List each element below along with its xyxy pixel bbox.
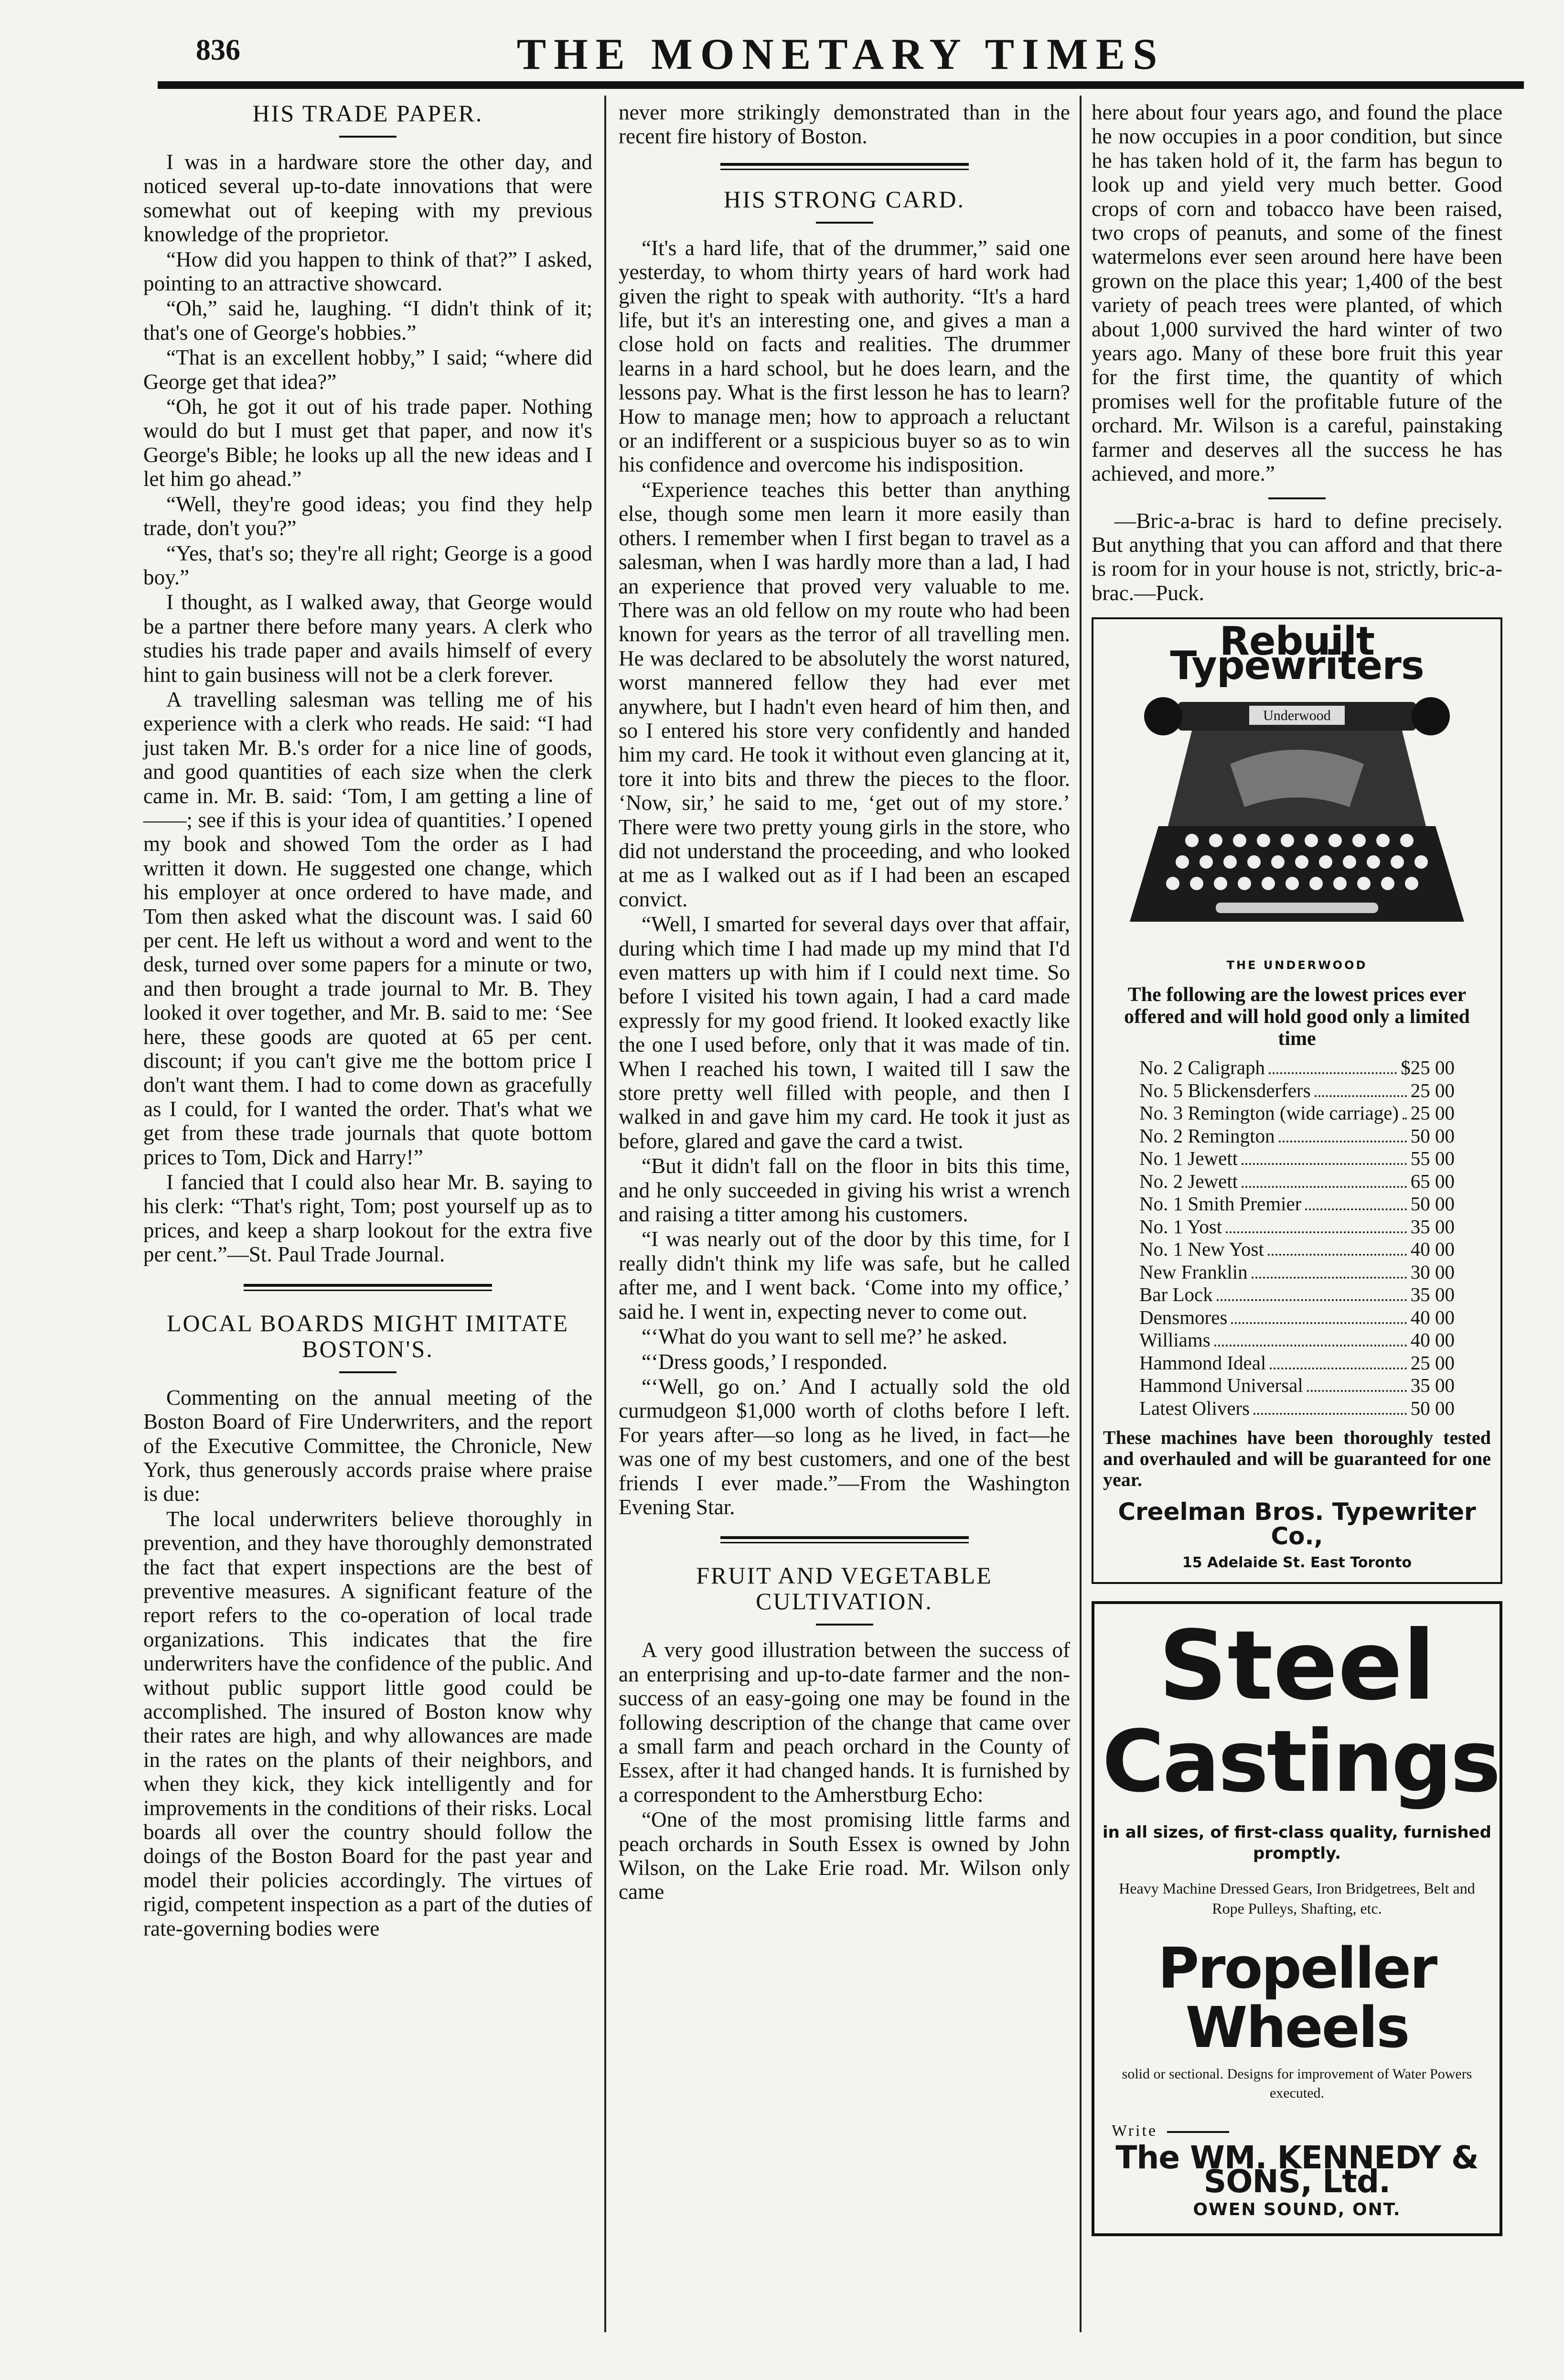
paragraph: never more strikingly demonstrated than in the recent fire history of Boston.	[619, 100, 1070, 149]
price-row	[1139, 1102, 1455, 1125]
paragraph: “‘What do you want to sell me?’ he asked.	[642, 1325, 1007, 1349]
machine-price: 40 00	[1410, 1329, 1455, 1351]
dot-leader	[1252, 1277, 1407, 1279]
paragraph: I fancied that I could also hear Mr. B. saying to his clerk: “That's right, Tom; post yourself up as to prices, and keep a sharp lookout for the extra five per cent.”—St. Paul Trade Journal.	[143, 1170, 592, 1267]
machine-price: 55 00	[1410, 1147, 1455, 1170]
price-list	[1139, 1056, 1455, 1420]
column-divider	[1080, 96, 1082, 2332]
column-3	[1092, 100, 1502, 2323]
dot-leader	[1307, 1390, 1407, 1392]
paragraph: “Well, I smarted for several days over that affair, during which time I had made up my mind that I'd even matters up with him if I could next time. So before I visited his town again, I had a card made expressly for my good friend. It looked exactly like the one I used before, only that it was made of tin. When I reached his town, I waited till I saw the store pretty well filled with people, and then I walked in and gave him my card. He took it just as before, glared and gave the card a twist.	[619, 912, 1070, 1153]
paragraph: “One of the most promising little farms and peach orchards in South Essex is owned by John Wilson, on the Lake Erie road. Mr. Wilson only came	[619, 1808, 1070, 1904]
price-row	[1139, 1238, 1455, 1261]
price-row	[1139, 1261, 1455, 1284]
machine-name: No. 5 Blickensderfers	[1139, 1079, 1311, 1101]
dot-leader	[1268, 1254, 1407, 1256]
page-number: 836	[196, 34, 240, 66]
paragraph: “Experience teaches this better than anything else, though some men learn it more easily than others. I remember when I first began to travel as a salesman, when I was hardly more than a lad, I had an experience that proved very valuable to me. There was an old fellow on my route who had been known for years as the terror of all travelling men. He was declared to be absolutely the worst natured, worst mannered fellow they had ever met anywhere, but I hadn't even heard of him then, and so I entered his store very confidently and handed him my card. He took it without even glancing at it, tore it into bits and threw the pieces to the floor. ‘Now, sir,’ he said to me, ‘get out of my store.’ There were two pretty young girls in the store, who did not understand the proceeding, and who looked at me as I walked out as if I had been an escaped convict.	[619, 477, 1070, 911]
machine-price: 35 00	[1410, 1283, 1455, 1306]
price-row	[1139, 1125, 1455, 1148]
illustration-caption: THE UNDERWOOD	[1226, 958, 1368, 972]
machine-name: Bar Lock	[1139, 1283, 1213, 1306]
write-text: Write	[1112, 2122, 1158, 2140]
steel-castings-advertisement	[1092, 1601, 1502, 2237]
dot-leader	[1253, 1413, 1407, 1415]
article-title: FRUIT AND VEGETABLE CULTIVATION.	[696, 1562, 993, 1615]
platen-knob-right	[1412, 697, 1450, 735]
typewriter-advertisement	[1092, 617, 1502, 1583]
ad-headline: Castings	[1102, 1712, 1499, 1811]
machine-label: Underwood	[1263, 707, 1331, 723]
paragraph: I thought, as I walked away, that George would be a partner there before many years. A clerk who studies his trade paper and avails himself of every hint to gain business will not be a clerk forever.	[143, 590, 592, 687]
machine-name: No. 2 Remington	[1139, 1124, 1275, 1147]
machine-price: 25 00	[1410, 1351, 1455, 1374]
paragraph: “It's a hard life, that of the drummer,” said one yesterday, to whom thirty years of hard work had given the right to speak with authority. “It's a hard life, but it's an interesting one, and gives a man a close hold on facts and realities. The drummer learns in a hard school, but he does learn, and the lessons pay. What is the first lesson he has to learn? How to manage men; how to approach a reluctant or an indifferent or a suspicious buyer so as to win his confidence and overcome his indisposition.	[619, 236, 1070, 477]
header-rule	[158, 81, 1524, 89]
article-title: HIS STRONG CARD.	[723, 185, 965, 213]
price-row	[1139, 1306, 1455, 1329]
dot-leader	[1242, 1186, 1407, 1188]
paragraph: Commenting on the annual meeting of the Boston Board of Fire Underwriters, and the report of the Executive Committee, the Chronicle, New York, thus generously accords praise where praise is due:	[143, 1385, 592, 1506]
machine-name: No. 1 Smith Premier	[1139, 1193, 1302, 1215]
dot-leader	[1279, 1141, 1407, 1142]
price-row	[1139, 1352, 1455, 1375]
price-intro: The following are the lowest prices ever offered and will hold good only a limited time	[1124, 984, 1470, 1050]
guarantee-note: These machines have been thoroughly tested and overhauled and will be guaranteed for one year.	[1103, 1427, 1491, 1491]
machine-name: Densmores	[1139, 1306, 1228, 1328]
price-row	[1139, 1397, 1455, 1420]
typewriter-illustration	[1120, 683, 1474, 950]
title-rule	[339, 1371, 396, 1373]
column-2	[619, 100, 1070, 2323]
machine-name: Hammond Universal	[1139, 1374, 1303, 1397]
dot-leader	[1214, 1345, 1407, 1346]
paragraph: “Yes, that's so; they're all right; George is a good boy.”	[143, 541, 592, 589]
masthead: THE MONETARY TIMES	[516, 30, 1165, 78]
paragraph: “That is an excellent hobby,” I said; “where did George get that idea?”	[143, 345, 592, 394]
price-row	[1139, 1329, 1455, 1352]
paragraph: “Well, they're good ideas; you find they help trade, don't you?”	[143, 492, 592, 540]
platen-knob-left	[1144, 697, 1182, 735]
machine-name: New Franklin	[1139, 1260, 1248, 1283]
dot-leader	[1305, 1208, 1406, 1210]
machine-price: 50 00	[1410, 1397, 1455, 1419]
paragraph: A very good illustration between the success of an enterprising and up-to-date farmer and the non-success of an easy-going one may be found in the following description of the change that came over a small farm and peach orchard in the County of Essex, after it had changed hands. It is furnished by a correspondent to the Amherstburg Echo:	[619, 1638, 1070, 1807]
machine-price: 65 00	[1410, 1170, 1455, 1192]
product-list: Heavy Machine Dressed Gears, Iron Bridgetrees, Belt and Rope Pulleys, Shafting, etc.	[1119, 1879, 1475, 1917]
firm-address: 15 Adelaide St. East Toronto	[1182, 1554, 1412, 1572]
machine-name: No. 3 Remington (wide carriage)	[1139, 1102, 1399, 1124]
ad-headline: Propeller Wheels	[1157, 1935, 1436, 2060]
price-row	[1139, 1079, 1455, 1102]
machine-price: 25 00	[1410, 1102, 1455, 1124]
dot-leader	[1270, 1368, 1406, 1369]
dot-leader	[1403, 1118, 1407, 1120]
machine-name: Williams	[1139, 1329, 1210, 1351]
machine-price: 50 00	[1410, 1124, 1455, 1147]
price-row	[1139, 1056, 1455, 1079]
machine-price: 30 00	[1410, 1260, 1455, 1283]
paragraph: “But it didn't fall on the floor in bits this time, and he only succeeded in giving his wrist a wrench and raising a titter among his customers.	[619, 1154, 1070, 1227]
price-row	[1139, 1147, 1455, 1170]
article-title: HIS TRADE PAPER.	[252, 100, 483, 127]
machine-name: No. 2 Caligraph	[1139, 1056, 1265, 1079]
article-separator	[720, 1536, 969, 1543]
paragraph: A travelling salesman was telling me of his experience with a clerk who reads. He said: “I had just taken Mr. B.'s order for a nice line of goods, and good quantities of each size when the clerk came in. Mr. B. said: ‘Tom, I am getting a line of ——; see if this is your idea of quantities.’ I opened my book and showed Tom the order as I had written it down. He suggested one change, which his employer at once ordered to have made, and Tom then asked what the discount was. I said 60 per cent. He left us without a word and went to the desk, turned over some papers for a minute or two, and then brought a trade journal to Mr. B. They looked it over together, and Mr. B. said to me: ‘See here, these goods are quoted at 65 per cent. discount; if you can't give me the bottom price I don't want them. I had to come down as gracefully as I could, for I wanted the order. That's what we get from these trade journals that quote bottom prices to Tom, Dick and Harry!”	[143, 687, 592, 1169]
machine-price: 35 00	[1410, 1215, 1455, 1238]
machine-price: 35 00	[1410, 1374, 1455, 1397]
price-row	[1139, 1374, 1455, 1397]
title-rule	[816, 222, 873, 224]
machine-name: Hammond Ideal	[1139, 1351, 1266, 1374]
paragraph: —Bric-a-brac is hard to define precisely. But anything that you can afford and that there is room for in your house is not, strictly, bric-a-brac.—Puck.	[1092, 508, 1502, 605]
separator-rule	[1268, 497, 1326, 499]
machine-name: No. 1 Jewett	[1139, 1147, 1238, 1170]
machine-price: 50 00	[1410, 1193, 1455, 1215]
article-title: LOCAL BOARDS MIGHT IMITATE BOSTON'S.	[166, 1309, 569, 1362]
machine-name: Latest Olivers	[1139, 1397, 1250, 1419]
article-separator	[720, 163, 969, 170]
firm-address: OWEN SOUND, ONT.	[1193, 2199, 1401, 2219]
machine-price: $25 00	[1401, 1056, 1455, 1079]
machine-name: No. 2 Jewett	[1139, 1170, 1238, 1192]
machine-name: No. 1 Yost	[1139, 1215, 1222, 1238]
paragraph: “How did you happen to think of that?” I asked, pointing to an attractive showcard.	[143, 247, 592, 296]
price-row	[1139, 1216, 1455, 1238]
ad-subline: solid or sectional. Designs for improvement of Water Powers executed.	[1122, 2066, 1472, 2101]
firm-name: The WM. KENNEDY & SONS, Ltd.	[1115, 2139, 1478, 2200]
dot-leader	[1226, 1231, 1407, 1233]
title-rule	[339, 136, 396, 138]
space-bar	[1216, 903, 1378, 913]
price-row	[1139, 1170, 1455, 1193]
price-row	[1139, 1193, 1455, 1216]
paragraph: “Oh, he got it out of his trade paper. Nothing would do but I must get that paper, and now it's George's Bible; he looks up all the new ideas and I let him go ahead.”	[143, 395, 592, 491]
price-row	[1139, 1283, 1455, 1306]
dot-leader	[1315, 1095, 1407, 1097]
page-header	[158, 29, 1524, 81]
write-rule	[1167, 2131, 1229, 2133]
dot-leader	[1217, 1299, 1407, 1301]
machine-price: 40 00	[1410, 1238, 1455, 1260]
dot-leader	[1269, 1072, 1397, 1074]
paragraph: The local underwriters believe thoroughly in prevention, and they have thoroughly demonstrated the fact that expert inspections are the best of preventive measures. A significant feature of the report refers to the co-operation of local trade organizations. This indicates that the fire underwriters have the confidence of the public. And without public support little good could be accomplished. The insured of Boston know why their rates are high, and why allowances are made in the rates on the plants of their neighbors, and when they kick, they kick intelligently and for improvements in the conditions of their risks. Local boards all over the country should follow the doings of the Boston Board for the past year and model their policies accordingly. The virtues of rigid, competent inspection as a part of the duties of rate-governing bodies were	[143, 1507, 592, 1940]
dot-leader	[1231, 1322, 1406, 1324]
paragraph: here about four years ago, and found the place he now occupies in a poor condition, but since he has taken hold of it, the farm has begun to look up and yield very much better. Good crops of corn and tobacco have been raised, two crops of peanuts, and some of the finest watermelons ever seen around here have been grown on the place this year; 1,400 of the best variety of peach trees were planted, of which about 1,000 survived the hard winter of two years ago. Many of these bore fruit this year for the first time, the quantity of which promises well for the profitable future of the orchard. Mr. Wilson is a careful, painstaking farmer and deserves all the success he has achieved, and more.”	[1092, 100, 1502, 486]
paragraph: “‘Well, go on.’ And I actually sold the old curmudgeon $1,000 worth of cloths before I left. For years after—so long as he lived, in fact—he was one of my best customers, and one of the best friends I ever made.”—From the Washington Evening Star.	[619, 1374, 1070, 1519]
article-separator	[244, 1284, 492, 1291]
firm-name: Creelman Bros. Typewriter Co.,	[1118, 1498, 1476, 1550]
paragraph: I was in a hardware store the other day, and noticed several up-to-date innovations that were somewhat out of keeping with my previous knowledge of the proprietor.	[143, 150, 592, 247]
ad-title: Rebuilt Typewriters	[1170, 619, 1424, 689]
column-divider	[604, 96, 606, 2332]
paragraph: “I was nearly out of the door by this time, for I really didn't think my life was safe, but he called after me, and I went back. ‘Come into my office,’ said he. I went in, expecting never to come out.	[619, 1227, 1070, 1324]
machine-price: 40 00	[1410, 1306, 1455, 1328]
title-rule	[816, 1624, 873, 1626]
column-1	[143, 100, 592, 2323]
machine-price: 25 00	[1410, 1079, 1455, 1101]
machine-name: No. 1 New Yost	[1139, 1238, 1264, 1260]
paragraph: “Oh,” said he, laughing. “I didn't think of it; that's one of George's hobbies.”	[143, 296, 592, 345]
ad-headline: Steel	[1158, 1610, 1435, 1722]
ad-subline: in all sizes, of first-class quality, furnished promptly.	[1103, 1822, 1491, 1863]
paragraph: “‘Dress goods,’ I responded.	[642, 1349, 888, 1374]
dot-leader	[1242, 1163, 1407, 1165]
